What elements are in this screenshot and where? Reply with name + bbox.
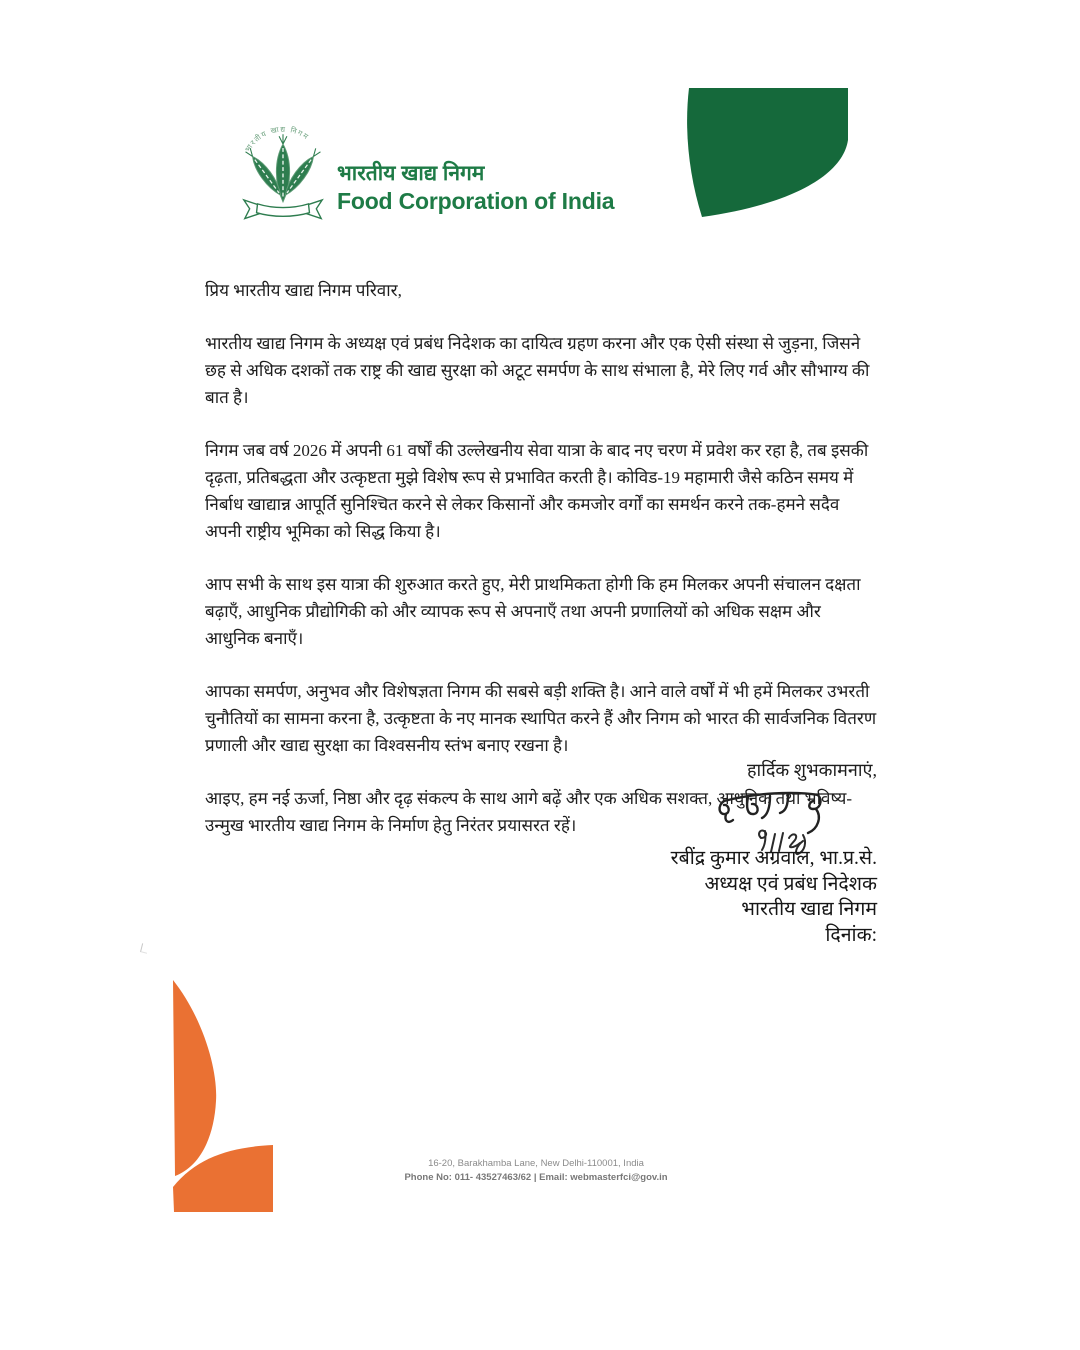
corner-petal-decoration-bottom-left	[171, 980, 277, 1214]
signatory-block	[671, 846, 877, 948]
org-name-hindi: भारतीय खाद्य निगम	[337, 162, 485, 185]
fci-emblem-icon	[234, 110, 332, 234]
scan-artifact-mark	[140, 943, 149, 953]
org-name-english: Food Corporation of India	[337, 188, 615, 214]
corner-petal-decoration-top-right	[681, 88, 848, 217]
footer-address: 16-20, Barakhamba Lane, New Delhi-110001, India	[428, 1158, 644, 1169]
org-wordmark	[337, 161, 614, 215]
footer-contact-block	[336, 1157, 736, 1184]
paragraph-4: आपका समर्पण, अनुभव और विशेषज्ञता निगम की सबसे बड़ी शक्ति है। आने वाले वर्षों में भी हमें मिलकर उभरती चुनौतियों का सामना करना है, उत्कृष्टता के नए मानक स्थापित करने हैं और निगम को भारत की सार्वजनिक वितरण प्रणाली और खाद्य सुरक्षा का विश्वसनीय स्तंभ बनाए रखना है।	[205, 682, 877, 755]
signatory-organization: भारतीय खाद्य निगम	[741, 899, 877, 920]
paragraph-1: भारतीय खाद्य निगम के अध्यक्ष एवं प्रबंध निदेशक का दायित्व ग्रहण करना और एक ऐसी संस्था से जुड़ना, जिसने छह से अधिक दशकों तक राष्ट्र की खाद्य सुरक्षा को अटूट समर्पण के साथ संभाला है, मेरे लिए गर्व और सौभाग्य की बात है।	[205, 334, 870, 407]
signatory-name: रबींद्र कुमार अग्रवाल, भा.प्र.से.	[670, 848, 877, 869]
closing-salutation: हार्दिक शुभकामनाएं,	[746, 760, 877, 780]
footer-phone-email: Phone No: 011- 43527463/62 | Email: webmasterfci@gov.in	[404, 1171, 668, 1183]
salutation: प्रिय भारतीय खाद्य निगम परिवार,	[205, 281, 402, 300]
paragraph-5: आइए, हम नई ऊर्जा, निष्ठा और दृढ़ संकल्प के साथ आगे बढ़ें और एक अधिक सशक्त, आधुनिक तथा भविष्य-उन्मुख भारतीय खाद्य निगम के निर्माण हेतु निरंतर प्रयासरत रहें।	[205, 789, 853, 835]
date-label: दिनांक:	[825, 924, 877, 946]
paragraph-2: निगम जब वर्ष 2026 में अपनी 61 वर्षों की उल्लेखनीय सेवा यात्रा के बाद नए चरण में प्रवेश कर रहा है, तब इसकी दृढ़ता, प्रतिबद्धता और उत्कृष्टता मुझे विशेष रूप से प्रभावित करती है। कोविड-19 महामारी जैसे कठिन समय में निर्बाध खाद्यान्न आपूर्ति सुनिश्चित करने से लेकर किसानों और कमजोर वर्गों का समर्थन करने तक-हमने सदैव अपनी राष्ट्रीय भूमिका को सिद्ध किया है।	[205, 441, 869, 541]
signatory-designation: अध्यक्ष एवं प्रबंध निदेशक	[704, 873, 877, 895]
emblem-arc-text: भारतीय खाद्य निगम	[242, 124, 312, 154]
svg-text:भारतीय खाद्य निगम	[243, 125, 311, 154]
paragraph-3: आप सभी के साथ इस यात्रा की शुरुआत करते हुए, मेरी प्राथमिकता होगी कि हम मिलकर अपनी संचालन दक्षता बढ़ाएँ, आधुनिक प्रौद्योगिकी को और व्यापक रूप से अपनाएँ तथा अपनी प्रणालियों को अधिक सक्षम और आधुनिक बनाएँ।	[205, 575, 861, 648]
